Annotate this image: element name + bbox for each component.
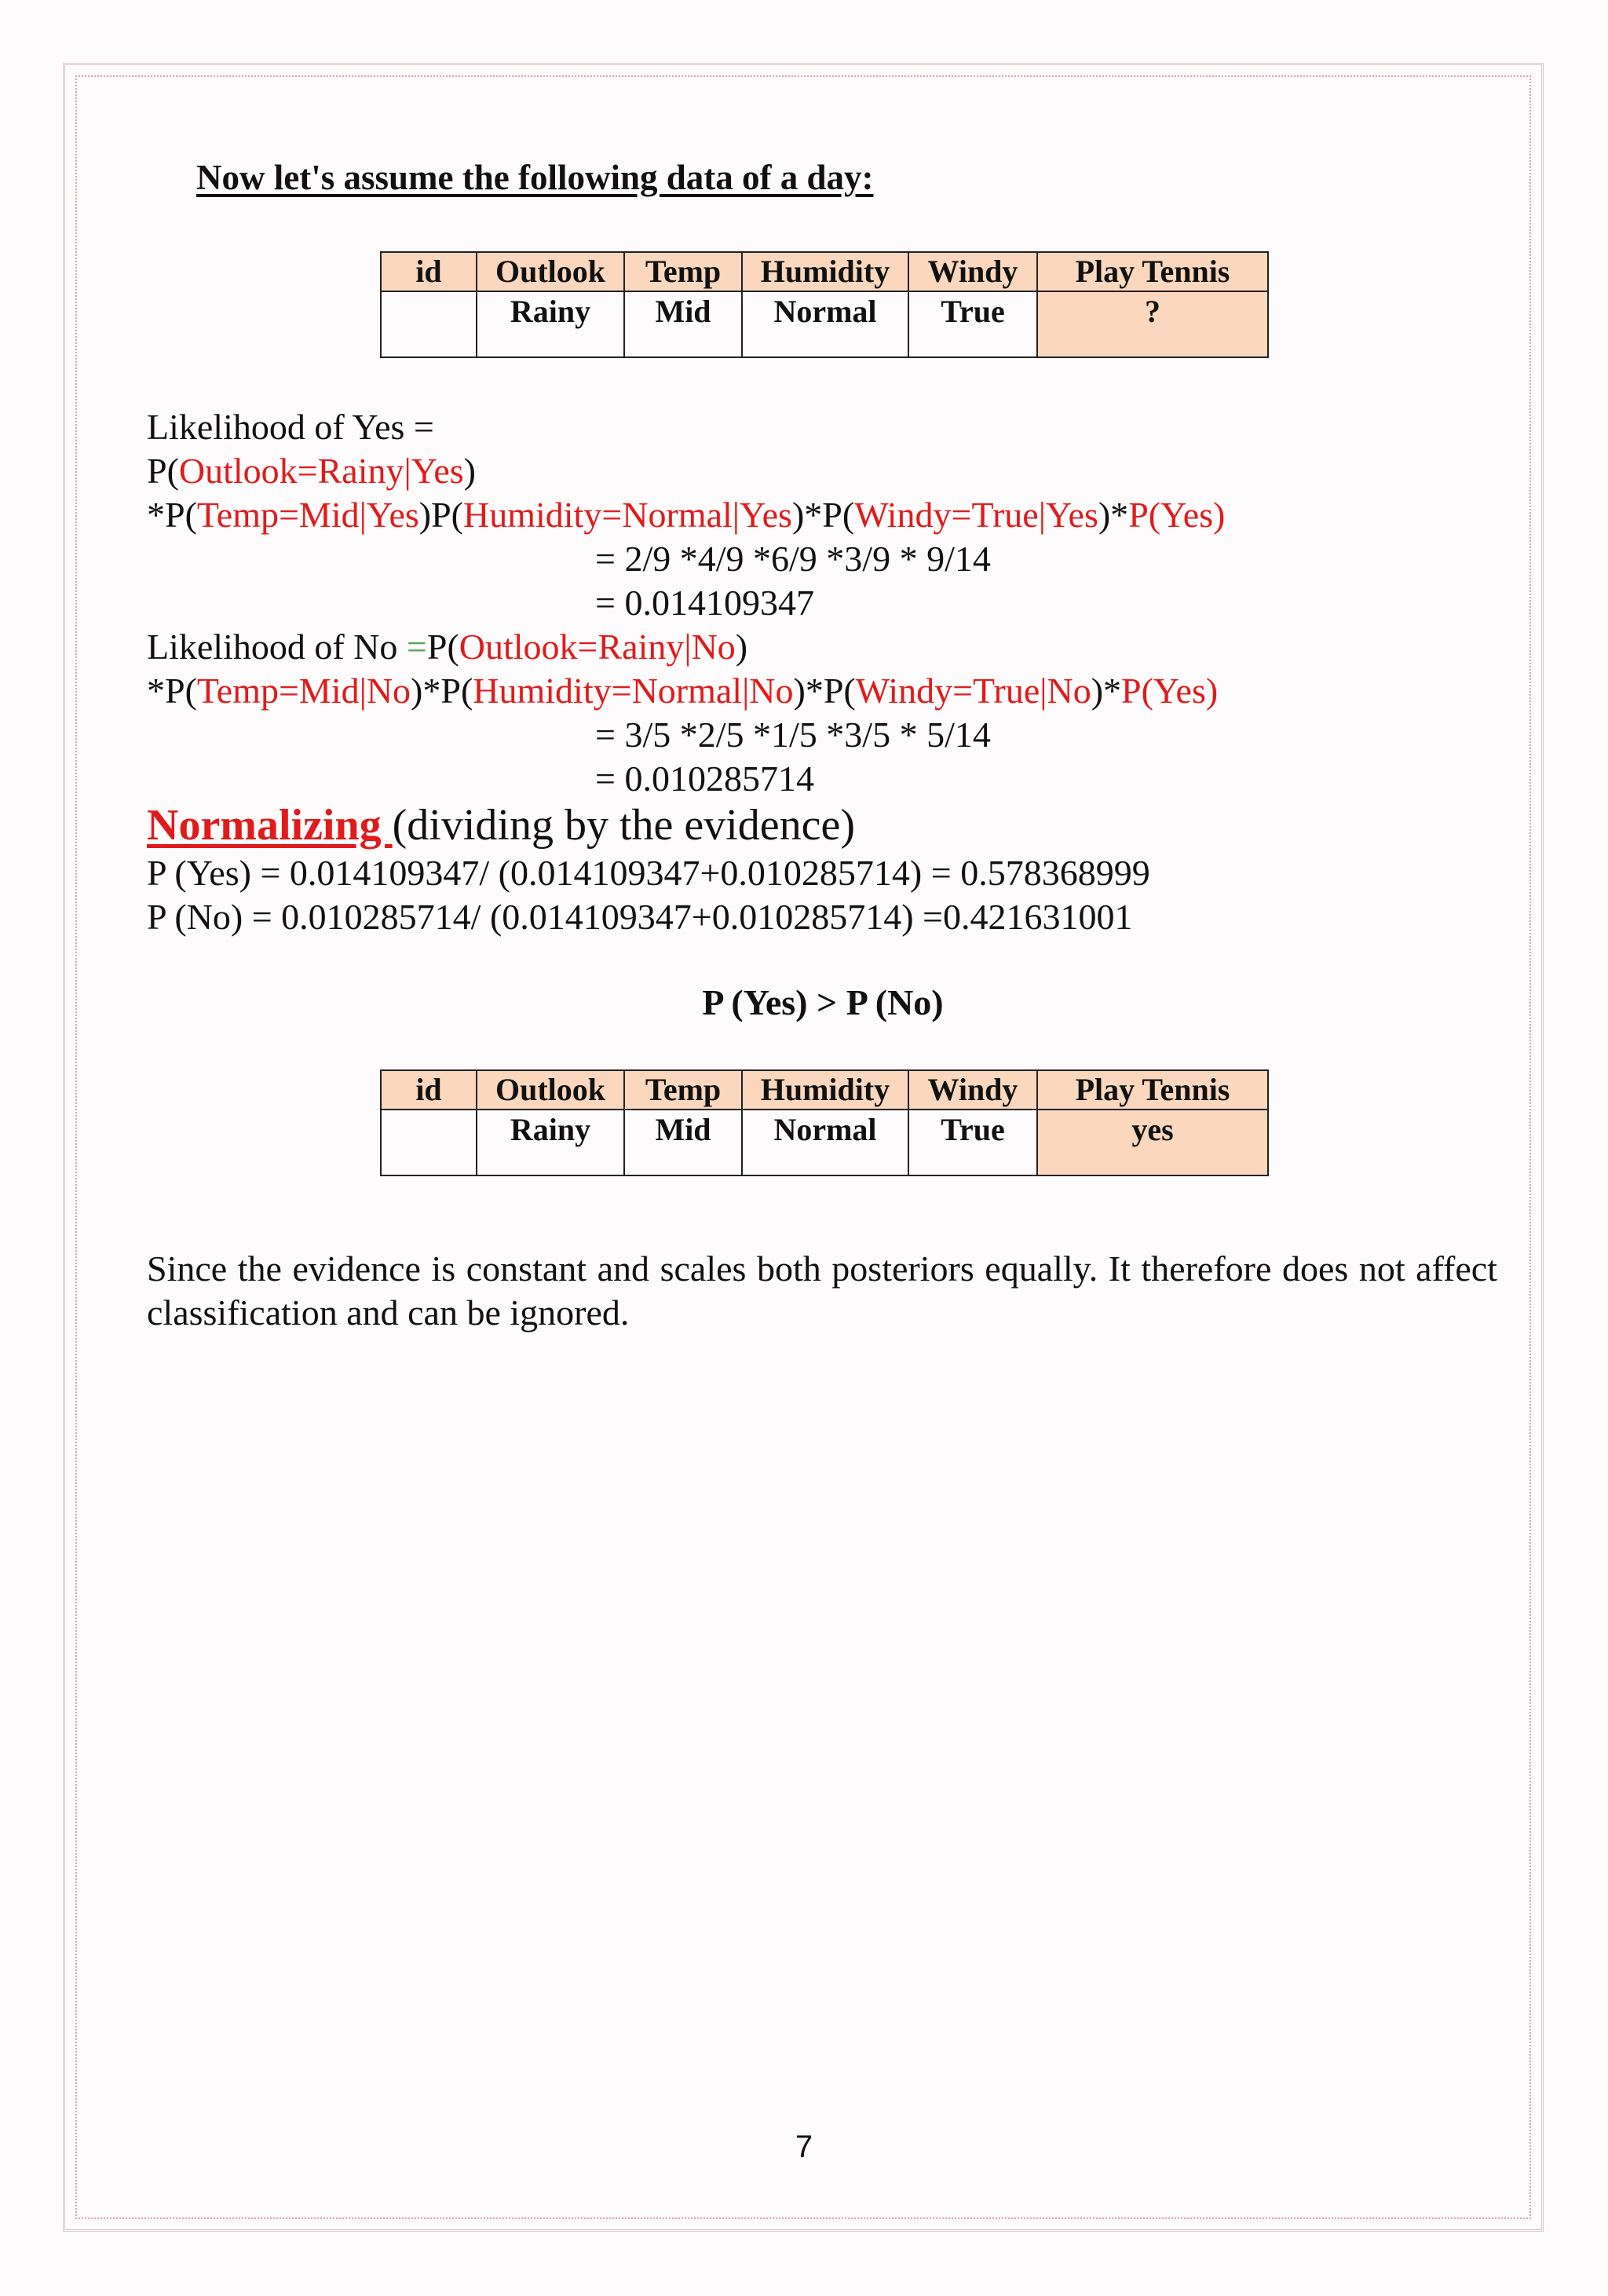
likelihood-yes-calc: = 2/9 *4/9 *6/9 *3/9 * 9/14 [595,539,991,579]
header-temp: Temp [624,1070,742,1110]
header-outlook: Outlook [477,1070,624,1110]
input-day-table [380,251,1269,358]
cell-windy: True [908,291,1037,357]
likelihood-no-result: = 0.010285714 [595,759,814,799]
likelihood-no-line-1: Likelihood of No =P(Outlook=Rainy|No) [147,627,748,667]
table-row [381,291,1268,357]
posterior-yes: P (Yes) = 0.014109347/ (0.014109347+0.010285714) = 0.578368999 [147,853,1150,893]
table-header-row [381,1070,1268,1110]
comparison-statement: P (Yes) > P (No) [702,982,944,1022]
cell-temp: Mid [624,1110,742,1175]
header-temp: Temp [624,252,742,291]
section-heading: Now let's assume the following data of a day: [196,158,874,197]
likelihood-yes-line-2: P(Outlook=Rainy|Yes) [147,451,476,491]
header-windy: Windy [908,1070,1037,1110]
header-id: id [381,252,477,291]
likelihood-yes-result: = 0.014109347 [595,583,814,623]
cell-temp: Mid [624,291,742,357]
header-outlook: Outlook [477,252,624,291]
cell-id [381,291,477,357]
table-header-row [381,252,1268,291]
likelihood-no-line-2: *P(Temp=Mid|No)*P(Humidity=Normal|No)*P(Windy=True|No)*P(Yes) [147,671,1219,711]
cell-id [381,1110,477,1175]
conclusion-paragraph: Since the evidence is constant and scales both posteriors equally. It therefore does not affect classification and can be ignored. [147,1249,1497,1333]
header-play-tennis: Play Tennis [1037,1070,1268,1110]
header-id: id [381,1070,477,1110]
header-humidity: Humidity [742,252,908,291]
likelihood-yes-line-3: *P(Temp=Mid|Yes)P(Humidity=Normal|Yes)*P(Windy=True|Yes)*P(Yes) [147,495,1226,535]
likelihood-yes-label: Likelihood of Yes = [147,407,434,447]
posterior-no: P (No) = 0.010285714/ (0.014109347+0.010285714) =0.421631001 [147,897,1133,937]
result-table [380,1069,1269,1176]
cell-humidity: Normal [742,1110,908,1175]
table-row [381,1110,1268,1175]
cell-play-tennis: yes [1037,1110,1268,1175]
cell-humidity: Normal [742,291,908,357]
cell-play-tennis: ? [1037,291,1268,357]
page-number: 7 [795,2130,813,2164]
header-play-tennis: Play Tennis [1037,252,1268,291]
cell-outlook: Rainy [477,291,624,357]
header-humidity: Humidity [742,1070,908,1110]
cell-windy: True [908,1110,1037,1175]
cell-outlook: Rainy [477,1110,624,1175]
header-windy: Windy [908,252,1037,291]
likelihood-no-calc: = 3/5 *2/5 *1/5 *3/5 * 5/14 [595,715,991,755]
normalizing-heading: Normalizing (dividing by the evidence) [147,801,855,850]
